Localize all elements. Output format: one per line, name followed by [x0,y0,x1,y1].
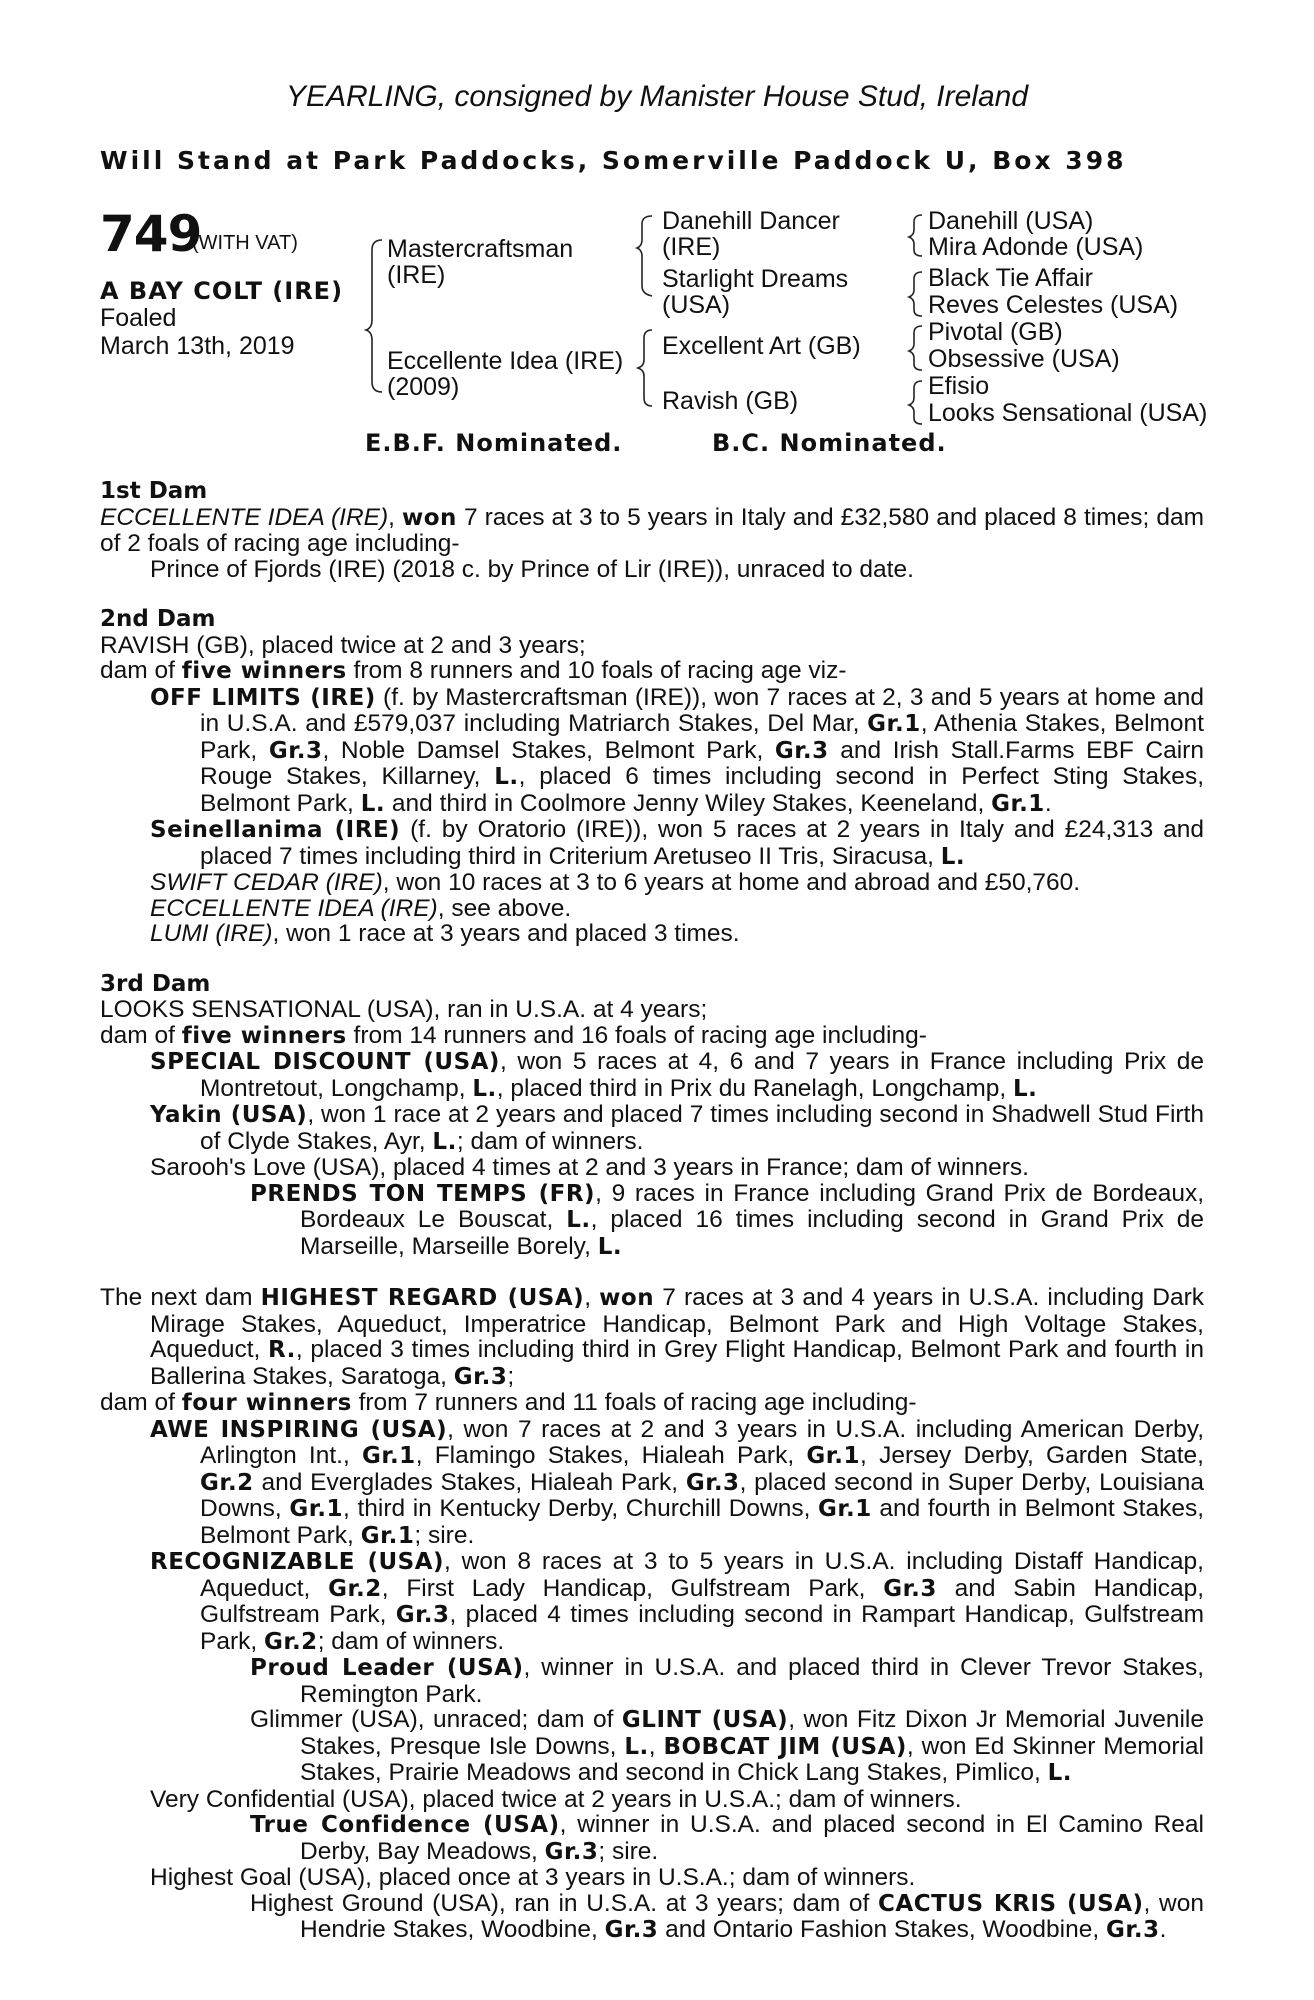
produce-yakin [100,1102,1204,1155]
won-label: won [599,1285,655,1311]
grade: L. [940,843,966,870]
horse-name: Yakin (USA) [150,1102,308,1128]
produce-very-confidential: Very Confidential (USA), placed twice at 2 years in U.S.A.; dam of winners. [150,1785,962,1813]
text: from 14 runners and 16 foals of racing age including- [346,1021,927,1049]
horse-name: OFF LIMITS (IRE) [150,684,376,711]
text: and fourth in Belmont Stakes, Belmont Park, [200,1495,1205,1549]
text: , won 8 races at 3 to 5 years in U.S.A. including Distaff Handicap, Aqueduct, [200,1548,1204,1602]
text: (f. by Oratorio (IRE)), won 5 races at 2 years in Italy and £24,313 and placed 7 times including third in Criterium Aretuseo II Tris, Siracusa, [200,816,1204,870]
sire-country: (IRE) [387,261,446,289]
horse-name: HIGHEST REGARD (USA) [260,1285,585,1311]
pedigree-dds: Efisio [928,372,990,400]
text: (f. by Mastercraftsman (IRE)), won 7 races at 2, 3 and 5 years at home and in U.S.A. and £579,037 including Matriarch Stakes, Del Mar, [200,683,1204,737]
ss-country: (IRE) [662,233,721,261]
text: , won 1 race at 3 years and placed 3 times. [272,920,740,947]
horse-name: True Confidence (USA) [250,1812,560,1838]
pedigree-sd [662,266,848,318]
grade: Gr.1 [289,1496,344,1522]
horse-name: Seinellanima (IRE) [150,817,401,843]
pedigree-sdd: Reves Celestes (USA) [928,291,1179,319]
grade: Gr.3 [268,737,323,764]
text: and Ontario Fashion Stakes, Woodbine, [658,1916,1106,1943]
produce-awe-inspiring [100,1417,1204,1550]
grade: Gr.3 [685,1469,740,1496]
text: , First Lady Handicap, Gulfstream Park, [381,1574,884,1602]
grade: Gr.2 [200,1469,254,1496]
pedigree-ss [662,208,840,260]
foaled-label: Foaled [100,304,177,332]
text: from 8 runners and 10 foals of racing age viz- [346,657,847,684]
text: . [1159,1916,1167,1943]
grade: Gr.1 [806,1443,861,1469]
first-dam-section [100,479,1204,582]
horse-name: CACTUS KRIS (USA) [878,1890,1144,1917]
text: , won Fitz Dixon Jr Memorial Juvenile Stakes, Presque Isle Downs, [300,1706,1204,1760]
stand-location: Will Stand at Park Paddocks, Somerville Paddock U, Box 398 [100,146,1127,175]
won-label: won [401,504,457,531]
horse-name: AWE INSPIRING (USA) [150,1416,448,1443]
text: , won 1 race at 2 years and placed 7 times including second in Shadwell Stud Firth of Clyde Stakes, Ayr, [200,1101,1204,1155]
lot-number: 749 [100,205,202,263]
text: ; dam of winners. [317,1627,505,1655]
produce-glimmer [100,1707,1204,1787]
text: , Flamingo Stakes, Hialeah Park, [415,1442,807,1469]
pedigree-sds: Black Tie Affair [928,264,1093,292]
produce-eccellente-idea [100,896,1204,922]
grade: Gr.1 [362,1443,416,1469]
pedigree-ds: Excellent Art (GB) [662,332,861,360]
consignor-line: YEARLING, consigned by Manister House Stud, Ireland [285,80,1029,113]
text: , Athenia Stakes, Belmont Park, [200,710,1204,764]
grade: L. [1047,1760,1073,1786]
grade: L. [1012,1075,1038,1102]
horse-name: PRENDS TON TEMPS (FR) [250,1180,596,1207]
grade: L. [494,764,519,790]
text: , Noble Damsel Stakes, Belmont Park, [322,736,775,764]
produce-recognizable [100,1549,1204,1655]
text: ; [507,1362,515,1390]
winners-count: four winners [181,1390,352,1416]
text: , placed 4 times including second in Rampart Handicap, Gulfstream Park, [200,1601,1205,1655]
text: , winner in U.S.A. and placed second in El Camino Real Derby, Bay Meadows, [300,1811,1204,1865]
vat-note: (WITH VAT) [192,232,298,254]
winners-count: five winners [181,1022,347,1049]
horse-name: RECOGNIZABLE (USA) [150,1549,445,1575]
grade: Gr.3 [604,1917,659,1943]
produce-off-limits [100,685,1204,818]
pedigree-dam [387,348,623,400]
text: , placed 16 times including second in Grand Prix de Marseille, Marseille Borely, [300,1206,1204,1260]
text: ; dam of winners. [456,1127,644,1155]
produce-saroohs-love: Sarooh's Love (USA), placed 4 times at 2 and 3 years in France; dam of winners. [150,1154,1029,1181]
second-dam-line: RAVISH (GB), placed twice at 2 and 3 years; [100,631,586,659]
horse-name: BOBCAT JIM (USA) [663,1733,907,1760]
grade: Gr.3 [774,737,829,764]
third-dam-line: LOOKS SENSATIONAL (USA), ran in U.S.A. at 4 years; [100,996,708,1023]
third-dam-section [100,972,1204,1261]
catalogue-body [100,479,1204,1944]
grade: L. [432,1128,457,1155]
grade: Gr.1 [818,1496,872,1522]
horse-name: ECCELLENTE IDEA (IRE) [150,894,438,922]
text: dam of [100,1389,182,1416]
grade: Gr.1 [991,790,1045,817]
ebf-nomination: E.B.F. Nominated. [365,429,623,457]
ss-name: Danehill Dancer [662,207,840,235]
next-dam-produce-summary [100,1390,1204,1417]
first-dam-text: 7 races at 3 to 5 years in Italy and £32,580 and placed 8 times; dam of 2 foals of racing age including- [100,503,1204,557]
grade: Gr.2 [328,1575,382,1602]
first-dam-foal: Prince of Fjords (IRE) (2018 c. by Prince of Lir (IRE)), unraced to date. [150,555,914,583]
bc-nomination: B.C. Nominated. [712,429,947,457]
horse-name: Proud Leader (USA) [250,1655,524,1681]
horse-name: LUMI (IRE) [150,920,273,947]
produce-special-discount [100,1049,1204,1102]
second-dam-produce-summary [100,658,1204,685]
next-dam-record: The next dam HIGHEST REGARD (USA), won 7 races at 3 and 4 years in U.S.A. including Dark Mirage Stakes, Aqueduct, Imperatrice Handicap, Belmont Park and High Voltage Stakes, Aqueduct, R., placed 3 times including third in Grey Flight Handicap, Belmont Park and fourth in Ballerina Stakes, Saratoga, Gr.3; [100,1284,1205,1390]
produce-highest-goal: Highest Goal (USA), placed once at 3 years in U.S.A.; dam of winners. [150,1864,916,1891]
pedigree-ddd: Looks Sensational (USA) [928,399,1208,427]
pedigree-dsd: Obsessive (USA) [928,345,1120,373]
text: ; sire. [598,1837,659,1865]
text: 7 races at 3 and 4 years in U.S.A. including Dark Mirage Stakes, Aqueduct, Imperatrice Handicap, Belmont Park and High Voltage Stakes, Aqueduct, [150,1284,1204,1363]
grade: L. [472,1075,497,1102]
text: , third in Kentucky Derby, Churchill Downs, [343,1495,819,1522]
text: Highest Ground (USA), ran in U.S.A. at 3 years; dam of [250,1889,879,1917]
winners-count: five winners [181,658,347,684]
text: , won 10 races at 3 to 6 years at home and abroad and £50,760. [382,869,1081,896]
grade: L. [360,790,386,817]
grade: Gr.2 [264,1628,318,1655]
grade: Gr.1 [867,711,921,737]
second-dam-heading: 2nd Dam [100,606,216,632]
grade: Gr.1 [360,1522,415,1549]
next-dam-section [100,1285,1204,1944]
produce-prends-ton-temps [100,1181,1204,1261]
produce-lumi [100,921,1204,947]
text: and Sabin Handicap, Gulfstream Park, [200,1574,1205,1628]
text: , [648,1732,664,1760]
grade: Gr.3 [1105,1917,1160,1943]
dam-year: (2009) [387,373,460,401]
text: , Jersey Derby, Garden State, [860,1442,1204,1469]
text: , 9 races in France including Grand Prix de Bordeaux, Bordeaux Le Bouscat, [300,1179,1205,1233]
grade: L. [566,1207,591,1233]
text: and third in Coolmore Jenny Wiley Stakes, Keeneland, [385,789,992,817]
text: . [1044,789,1052,817]
produce-true-confidence [100,1812,1204,1865]
text: from 7 runners and 11 foals of racing age including- [351,1389,917,1416]
pedigree-sire [387,236,573,288]
text: and Irish Stall.Farms EBF Cairn Rouge Stakes, Killarney, [200,736,1204,790]
text: dam of [100,657,182,684]
third-dam-heading: 3rd Dam [100,970,211,997]
pedigree-sss: Danehill (USA) [928,207,1094,235]
text: and Everglades Stakes, Hialeah Park, [253,1468,686,1496]
produce-seinellanima [100,817,1204,870]
pedigree-brackets [0,0,1314,440]
grade: R. [268,1337,296,1363]
pedigree-dd: Ravish (GB) [662,387,799,415]
produce-highest-ground [100,1891,1204,1944]
sd-country: (USA) [662,291,731,319]
dam-name: Eccellente Idea (IRE) [387,347,624,375]
horse-name: SWIFT CEDAR (IRE) [150,869,383,896]
horse-name: GLINT (USA) [621,1707,789,1733]
text: , won 7 races at 2 and 3 years in U.S.A. including American Derby, Arlington Int., [200,1415,1204,1469]
text: , won 5 races at 4, 6 and 7 years in France including Prix de Montretout, Longchamp, [200,1048,1204,1102]
text: dam of [100,1021,182,1049]
text: , winner in U.S.A. and placed third in Clever Trevor Stakes, Remington Park. [300,1654,1204,1708]
text: , placed second in Super Derby, Louisiana Downs, [200,1468,1205,1522]
grade: L. [597,1233,623,1260]
horse-name: SPECIAL DISCOUNT (USA) [150,1049,500,1075]
text: ; sire. [414,1521,475,1549]
text: , won Ed Skinner Memorial Stakes, Prairie Meadows and second in Chick Lang Stakes, Pimlico, [300,1732,1204,1786]
text: , placed 3 times including third in Grey Flight Handicap, Belmont Park and fourth in Ballerina Stakes, Saratoga, [150,1336,1205,1390]
grade: Gr.3 [544,1838,599,1865]
produce-swift-cedar [100,870,1204,896]
grade: L. [624,1733,649,1760]
grade: Gr.3 [453,1363,508,1390]
third-dam-produce-summary [100,1023,1204,1050]
text: Glimmer (USA), unraced; dam of [250,1706,622,1733]
sd-name: Starlight Dreams [662,265,849,293]
sire-name: Mastercraftsman [387,235,574,263]
first-dam-record: ECCELLENTE IDEA (IRE), won 7 races at 3 to 5 years in Italy and £32,580 and placed 8 times; dam of 2 foals of racing age including- [100,503,1204,557]
produce-proud-leader [100,1655,1204,1707]
text: , won Hendrie Stakes, Woodbine, [300,1889,1204,1943]
foaled-date: March 13th, 2019 [100,332,295,360]
text: , placed third in Prix du Ranelagh, Longchamp, [496,1074,1013,1102]
second-dam-section [100,607,1204,947]
grade: Gr.3 [883,1575,937,1602]
text: The next dam [100,1284,261,1311]
first-dam-name: ECCELLENTE IDEA (IRE) [100,503,389,531]
pedigree-dss: Pivotal (GB) [928,318,1063,346]
lot-description: A BAY COLT (IRE) [100,277,344,305]
text: , placed 6 times including second in Perfect Sting Stakes, Belmont Park, [200,763,1204,817]
text: , see above. [437,894,572,922]
grade: Gr.3 [395,1602,450,1628]
pedigree-ssd: Mira Adonde (USA) [928,233,1144,261]
first-dam-heading: 1st Dam [100,478,208,504]
